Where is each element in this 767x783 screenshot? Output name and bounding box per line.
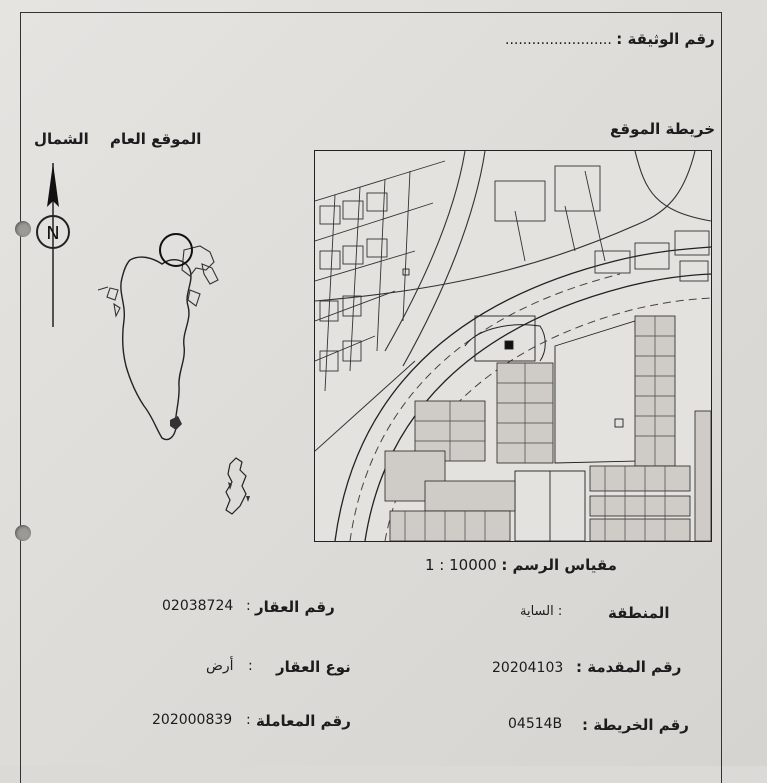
- punch-hole-top: [15, 221, 31, 237]
- application-number-value: 20204103: [492, 660, 564, 676]
- scale-row: [425, 556, 617, 574]
- application-number-label: رقم المقدمة :: [576, 658, 682, 676]
- site-map-drawing: [315, 151, 711, 541]
- location-circle: [160, 234, 192, 266]
- western-islets: [98, 287, 120, 316]
- map-number-label: رقم الخريطة :: [582, 716, 689, 734]
- property-number-label: رقم العقار: [255, 598, 335, 616]
- main-island-outline: [121, 257, 191, 440]
- doc-number-dots: ........................: [505, 32, 612, 48]
- property-type-colon: :: [248, 658, 253, 674]
- transaction-number-label: رقم المعاملة: [256, 712, 351, 730]
- scale-label: مقياس الرسم :: [501, 556, 617, 574]
- doc-number-label: رقم الوثيقة :: [616, 30, 715, 48]
- general-location-label: الموقع العام: [110, 130, 202, 148]
- scale-value: 1 : 10000: [425, 556, 497, 574]
- property-number-value: 02038724: [162, 598, 234, 614]
- transaction-number-value: 202000839: [152, 712, 233, 728]
- region-value: : الساية: [520, 604, 563, 619]
- region-label: المنطقة: [608, 604, 670, 622]
- transaction-number-colon: :: [246, 712, 251, 728]
- site-map-title: خريطة الموقع: [610, 120, 716, 138]
- property-type-value: أرض: [206, 658, 234, 674]
- property-type-label: نوع العقار: [276, 658, 351, 676]
- north-arrow-icon: [30, 155, 76, 335]
- punch-hole-bottom: [15, 525, 31, 541]
- north-label: الشمال: [34, 130, 89, 148]
- southern-point: [170, 416, 182, 430]
- north-letter: N: [46, 223, 60, 244]
- map-number-value: 04514B: [508, 716, 563, 732]
- site-map: [314, 150, 712, 542]
- doc-number-row: [505, 30, 715, 48]
- property-number-colon: :: [246, 598, 251, 614]
- overview-map: [78, 220, 268, 540]
